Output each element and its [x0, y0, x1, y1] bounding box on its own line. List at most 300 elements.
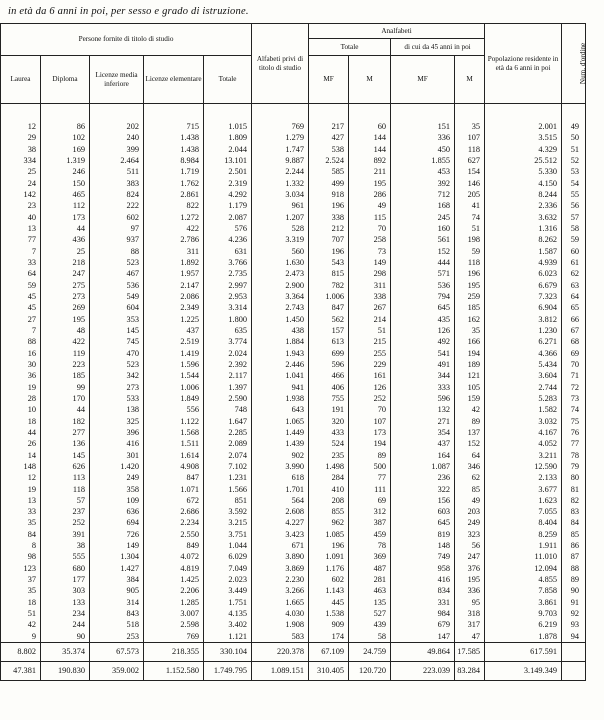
table-cell: 331: [391, 597, 455, 608]
table-cell: 536: [90, 280, 144, 291]
table-cell: 3.774: [204, 336, 252, 347]
table-cell: 86: [562, 540, 586, 551]
table-row: [1, 302, 586, 313]
table-cell: 3.766: [204, 257, 252, 268]
table-cell: 941: [252, 382, 309, 393]
table-cell: 89: [349, 450, 391, 461]
table-cell: 235: [309, 450, 349, 461]
table-cell: 396: [90, 427, 144, 438]
table-cell: 1.397: [204, 382, 252, 393]
table-cell: 2.285: [204, 427, 252, 438]
table-cell: 145: [41, 450, 90, 461]
table-cell: 271: [391, 416, 455, 427]
table-cell: 214: [349, 314, 391, 325]
table-cell: 2.392: [204, 359, 252, 370]
table-cell: 847: [144, 472, 204, 483]
table-cell: 94: [562, 631, 586, 643]
table-cell: 815: [309, 268, 349, 279]
table-cell: 8.259: [485, 529, 562, 540]
table-cell: 25.512: [485, 155, 562, 166]
table-cell: 1.566: [204, 484, 252, 495]
spacer-cell: [309, 104, 349, 122]
table-cell: 40: [1, 212, 41, 223]
table-cell: 14: [1, 450, 41, 461]
table-cell: 1.849: [144, 393, 204, 404]
spacer-cell: [349, 104, 391, 122]
table-cell: 317: [455, 619, 485, 630]
table-cell: 62: [455, 472, 485, 483]
table-cell: 1.800: [204, 314, 252, 325]
table-cell: 149: [90, 540, 144, 551]
table-cell: 3.215: [204, 517, 252, 528]
table-cell: 156: [391, 495, 455, 506]
table-cell: 89: [562, 574, 586, 585]
table-cell: 144: [349, 144, 391, 155]
table-cell: 71: [562, 370, 586, 381]
table-cell: 3.402: [204, 619, 252, 630]
table-cell: 33: [1, 257, 41, 268]
table-cell: 59: [562, 234, 586, 245]
table-cell: 1.285: [144, 597, 204, 608]
table-cell: 64: [562, 291, 586, 302]
table-cell: 70: [562, 359, 586, 370]
table-cell: 3.319: [252, 234, 309, 245]
table-cell: 69: [349, 495, 391, 506]
table-cell: 93: [562, 619, 586, 630]
table-cell: 194: [455, 348, 485, 359]
table-cell: 202: [90, 121, 144, 132]
table-cell: 847: [309, 302, 349, 313]
table-cell: 450: [391, 144, 455, 155]
table-cell: 51: [1, 608, 41, 619]
table-cell: 301: [90, 450, 144, 461]
table-cell: 492: [391, 336, 455, 347]
table-cell: 680: [41, 563, 90, 574]
header-num-ordine: [562, 24, 586, 104]
table-cell: 16: [1, 348, 41, 359]
table-cell: 8.262: [485, 234, 562, 245]
table-cell: 44: [1, 427, 41, 438]
table-cell: 453: [391, 166, 455, 177]
table-cell: 145: [90, 325, 144, 336]
table-cell: 1.719: [144, 166, 204, 177]
table-cell: 1.071: [144, 484, 204, 495]
table-row: [1, 314, 586, 325]
table-cell: 3.034: [252, 189, 309, 200]
table-cell: 2.735: [204, 268, 252, 279]
table-cell: 1.065: [252, 416, 309, 427]
table-cell: 118: [455, 144, 485, 155]
table-cell: 1.085: [309, 529, 349, 540]
table-cell: 8.404: [485, 517, 562, 528]
table-cell: 1.809: [204, 132, 252, 143]
table-cell: 536: [391, 280, 455, 291]
table-cell: 543: [309, 257, 349, 268]
table-cell: 4.167: [485, 427, 562, 438]
table-row: [1, 144, 586, 155]
table-cell: 961: [252, 200, 309, 211]
table-cell: 384: [90, 574, 144, 585]
header-m-45: M: [455, 56, 485, 104]
table-cell: 1.044: [204, 540, 252, 551]
table-cell: 2.473: [252, 268, 309, 279]
table-cell: 252: [349, 393, 391, 404]
table-cell: 2.524: [309, 155, 349, 166]
table-cell: 596: [309, 359, 349, 370]
table-cell: 11.010: [485, 551, 562, 562]
table-cell: 45: [1, 291, 41, 302]
table-cell: 311: [349, 280, 391, 291]
table-cell: 4.366: [485, 348, 562, 359]
table-cell: 217: [309, 121, 349, 132]
table-cell: 679: [391, 619, 455, 630]
table-cell: 1.152.580: [144, 662, 204, 681]
table-cell: 13.101: [204, 155, 252, 166]
table-cell: 1.015: [204, 121, 252, 132]
table-cell: 62: [562, 268, 586, 279]
header-diploma: Diploma: [41, 56, 90, 104]
table-cell: 148: [1, 461, 41, 472]
table-cell: 528: [252, 223, 309, 234]
table-row: [1, 223, 586, 234]
table-cell: 30: [1, 359, 41, 370]
table-cell: 626: [41, 461, 90, 472]
table-cell: 4.030: [252, 608, 309, 619]
table-cell: 9.887: [252, 155, 309, 166]
table-cell: 467: [90, 268, 144, 279]
table-cell: 83: [562, 506, 586, 517]
table-cell: 51: [349, 325, 391, 336]
table-row: [1, 155, 586, 166]
table-cell: 560: [252, 246, 309, 257]
table-cell: 112: [41, 200, 90, 211]
table-row: [1, 336, 586, 347]
table-cell: 17.585: [455, 643, 485, 662]
table-cell: 571: [391, 268, 455, 279]
table-cell: 1.751: [204, 597, 252, 608]
table-cell: 465: [41, 189, 90, 200]
table-cell: 4.150: [485, 178, 562, 189]
table-cell: 346: [455, 461, 485, 472]
table-cell: 215: [349, 336, 391, 347]
table-cell: 35: [455, 325, 485, 336]
table-cell: 491: [391, 359, 455, 370]
table-cell: 7.858: [485, 585, 562, 596]
table-cell: 59: [1, 280, 41, 291]
table-cell: 195: [455, 280, 485, 291]
table-cell: 1.855: [391, 155, 455, 166]
table-cell: 196: [309, 540, 349, 551]
table-cell: 218: [41, 257, 90, 268]
table-cell: 1.511: [144, 438, 204, 449]
table-row: [1, 234, 586, 245]
spacer-cell: [252, 104, 309, 122]
table-cell: [562, 662, 586, 681]
table-cell: 38: [1, 144, 41, 155]
table-cell: 1.911: [485, 540, 562, 551]
table-cell: 82: [562, 495, 586, 506]
table-cell: 253: [90, 631, 144, 643]
table-cell: 2.900: [252, 280, 309, 291]
table-cell: 113: [41, 472, 90, 483]
table-cell: 984: [391, 608, 455, 619]
table-cell: 819: [391, 529, 455, 540]
table-cell: 53: [562, 166, 586, 177]
table-cell: 1.006: [144, 382, 204, 393]
table-cell: 3.314: [204, 302, 252, 313]
header-laurea: Laurea: [1, 56, 41, 104]
table-cell: 35: [455, 121, 485, 132]
table-cell: 1.121: [204, 631, 252, 643]
table-cell: 1.089.151: [252, 662, 309, 681]
table-cell: 74: [455, 212, 485, 223]
table-row: [1, 461, 586, 472]
header-mf-totale: MF: [309, 56, 349, 104]
table-cell: 185: [41, 370, 90, 381]
table-cell: 19: [1, 382, 41, 393]
table-cell: 245: [391, 212, 455, 223]
table-cell: 1.304: [90, 551, 144, 562]
table-cell: 121: [455, 370, 485, 381]
table-cell: 2.089: [204, 438, 252, 449]
table-cell: 333: [391, 382, 455, 393]
table-cell: 57: [562, 212, 586, 223]
table-cell: 249: [455, 517, 485, 528]
table-cell: 33: [1, 506, 41, 517]
table-cell: 310.405: [309, 662, 349, 681]
table-cell: 120.720: [349, 662, 391, 681]
table-cell: 246: [41, 166, 90, 177]
table-cell: 118: [41, 484, 90, 495]
header-analfabeti-totale: Totale: [309, 39, 391, 56]
spacer-cell: [204, 104, 252, 122]
table-cell: 49: [562, 121, 586, 132]
table-cell: 1.538: [309, 608, 349, 619]
table-row: [1, 540, 586, 551]
table-cell: 459: [349, 529, 391, 540]
table-cell: 311: [144, 246, 204, 257]
table-cell: 205: [455, 189, 485, 200]
table-cell: 1.332: [252, 178, 309, 189]
table-cell: 576: [204, 223, 252, 234]
header-num-ordine-label: Num. d'ordine: [579, 42, 588, 85]
table-cell: 851: [204, 495, 252, 506]
header-alfabeti: Alfabeti privi di titolo di studio: [252, 24, 309, 104]
table-cell: 4.908: [144, 461, 204, 472]
header-popolazione: Popolazione residente in età da 6 anni in poi: [485, 24, 562, 104]
table-cell: 1.176: [309, 563, 349, 574]
table-cell: 849: [144, 540, 204, 551]
table-cell: 556: [144, 404, 204, 415]
table-cell: 3.515: [485, 132, 562, 143]
table-cell: 47.381: [1, 662, 41, 681]
table-cell: 9: [1, 631, 41, 643]
table-row: [1, 348, 586, 359]
table-cell: 203: [455, 506, 485, 517]
table-cell: 1.316: [485, 223, 562, 234]
table-cell: 10: [1, 404, 41, 415]
table-cell: 138: [90, 404, 144, 415]
table-cell: 211: [349, 166, 391, 177]
table-cell: 102: [41, 132, 90, 143]
table-cell: 2.147: [144, 280, 204, 291]
table-cell: 755: [309, 393, 349, 404]
table-cell: 1.041: [252, 370, 309, 381]
table-cell: 2.001: [485, 121, 562, 132]
table-cell: 635: [204, 325, 252, 336]
table-cell: 437: [391, 438, 455, 449]
header-m-totale: M: [349, 56, 391, 104]
table-cell: 2.087: [204, 212, 252, 223]
table-row: [1, 563, 586, 574]
table-row: [1, 450, 586, 461]
table-cell: 78: [562, 450, 586, 461]
table-cell: 715: [144, 121, 204, 132]
table-cell: 892: [349, 155, 391, 166]
table-cell: 161: [349, 370, 391, 381]
table-cell: 185: [455, 302, 485, 313]
table-cell: 273: [90, 382, 144, 393]
table-cell: 338: [309, 212, 349, 223]
table-cell: 136: [41, 438, 90, 449]
table-cell: 13: [1, 495, 41, 506]
table-cell: 27: [1, 314, 41, 325]
table-cell: 1.878: [485, 631, 562, 643]
table-cell: 3.149.349: [485, 662, 562, 681]
table-cell: 63: [562, 280, 586, 291]
table-cell: 52: [562, 155, 586, 166]
table-row: [1, 359, 586, 370]
table-cell: 1.225: [144, 314, 204, 325]
table-cell: 312: [349, 506, 391, 517]
table-cell: 123: [1, 563, 41, 574]
table-cell: 444: [391, 257, 455, 268]
table-cell: 438: [252, 325, 309, 336]
table-cell: 1.587: [485, 246, 562, 257]
table-cell: 726: [90, 529, 144, 540]
table-cell: 1.449: [252, 427, 309, 438]
table-cell: 84: [1, 529, 41, 540]
table-cell: 2.133: [485, 472, 562, 483]
table-cell: 170: [41, 393, 90, 404]
table-cell: 4.855: [485, 574, 562, 585]
table-cell: 35: [1, 585, 41, 596]
table-cell: 119: [41, 348, 90, 359]
table-cell: 353: [90, 314, 144, 325]
table-cell: 208: [309, 495, 349, 506]
table-cell: 35.374: [41, 643, 90, 662]
table-cell: 855: [309, 506, 349, 517]
table-cell: 49.864: [391, 643, 455, 662]
table-cell: 1.498: [309, 461, 349, 472]
table-cell: 322: [391, 484, 455, 495]
spacer-cell: [41, 104, 90, 122]
table-cell: 56: [562, 200, 586, 211]
spacer-cell: [1, 104, 41, 122]
table-row: [1, 257, 586, 268]
header-mf-45: MF: [391, 56, 455, 104]
table-row: [1, 427, 586, 438]
table-cell: 55: [562, 189, 586, 200]
table-cell: 258: [349, 234, 391, 245]
header-licenza-elementare: Licenze elementare: [144, 56, 204, 104]
table-cell: 88: [562, 563, 586, 574]
table-cell: 2.590: [204, 393, 252, 404]
table-cell: 58: [562, 223, 586, 234]
table-cell: 42: [1, 619, 41, 630]
table-cell: 45: [1, 302, 41, 313]
table-cell: 4.072: [144, 551, 204, 562]
table-row: [1, 506, 586, 517]
table-cell: 2.336: [485, 200, 562, 211]
table-cell: 56: [455, 540, 485, 551]
table-cell: 392: [391, 178, 455, 189]
table-cell: 387: [349, 517, 391, 528]
table-cell: 427: [309, 132, 349, 143]
table-cell: [562, 643, 586, 662]
table-cell: 3.751: [204, 529, 252, 540]
table-cell: 41: [455, 200, 485, 211]
table-cell: 1.943: [252, 348, 309, 359]
table-cell: 223.039: [391, 662, 455, 681]
table-cell: 67.109: [309, 643, 349, 662]
table-cell: 4.227: [252, 517, 309, 528]
statistics-table: [0, 23, 586, 681]
table-cell: 707: [309, 234, 349, 245]
table-cell: 1.420: [90, 461, 144, 472]
table-cell: 902: [252, 450, 309, 461]
table-cell: 8: [1, 540, 41, 551]
table-cell: 2.244: [252, 166, 309, 177]
table-cell: 159: [455, 393, 485, 404]
table-cell: 73: [349, 246, 391, 257]
table-cell: 338: [349, 291, 391, 302]
table-cell: 627: [455, 155, 485, 166]
table-cell: 958: [391, 563, 455, 574]
table-cell: 1.596: [144, 359, 204, 370]
table-cell: 284: [309, 472, 349, 483]
table-cell: 354: [391, 427, 455, 438]
table-cell: 1.665: [252, 597, 309, 608]
table-cell: 369: [349, 551, 391, 562]
spacer-cell: [144, 104, 204, 122]
table-cell: 2.519: [144, 336, 204, 347]
table-cell: 541: [391, 348, 455, 359]
table-cell: 195: [455, 574, 485, 585]
table-cell: 7.323: [485, 291, 562, 302]
table-row: [1, 529, 586, 540]
table-cell: 1.438: [144, 144, 204, 155]
table-cell: 406: [309, 382, 349, 393]
table-cell: 1.884: [252, 336, 309, 347]
table-cell: 1.122: [144, 416, 204, 427]
table-cell: 1.701: [252, 484, 309, 495]
table-cell: 47: [455, 631, 485, 643]
table-cell: 57: [41, 495, 90, 506]
table-cell: 1.425: [144, 574, 204, 585]
table-cell: 562: [309, 314, 349, 325]
table-cell: 88: [90, 246, 144, 257]
table-cell: 26: [1, 438, 41, 449]
table-cell: 523: [90, 257, 144, 268]
table-cell: 3.423: [252, 529, 309, 540]
table-cell: 126: [349, 382, 391, 393]
table-cell: 376: [455, 563, 485, 574]
table-cell: 643: [252, 404, 309, 415]
table-cell: 234: [41, 608, 90, 619]
table-cell: 2.501: [204, 166, 252, 177]
table-row: [1, 472, 586, 483]
